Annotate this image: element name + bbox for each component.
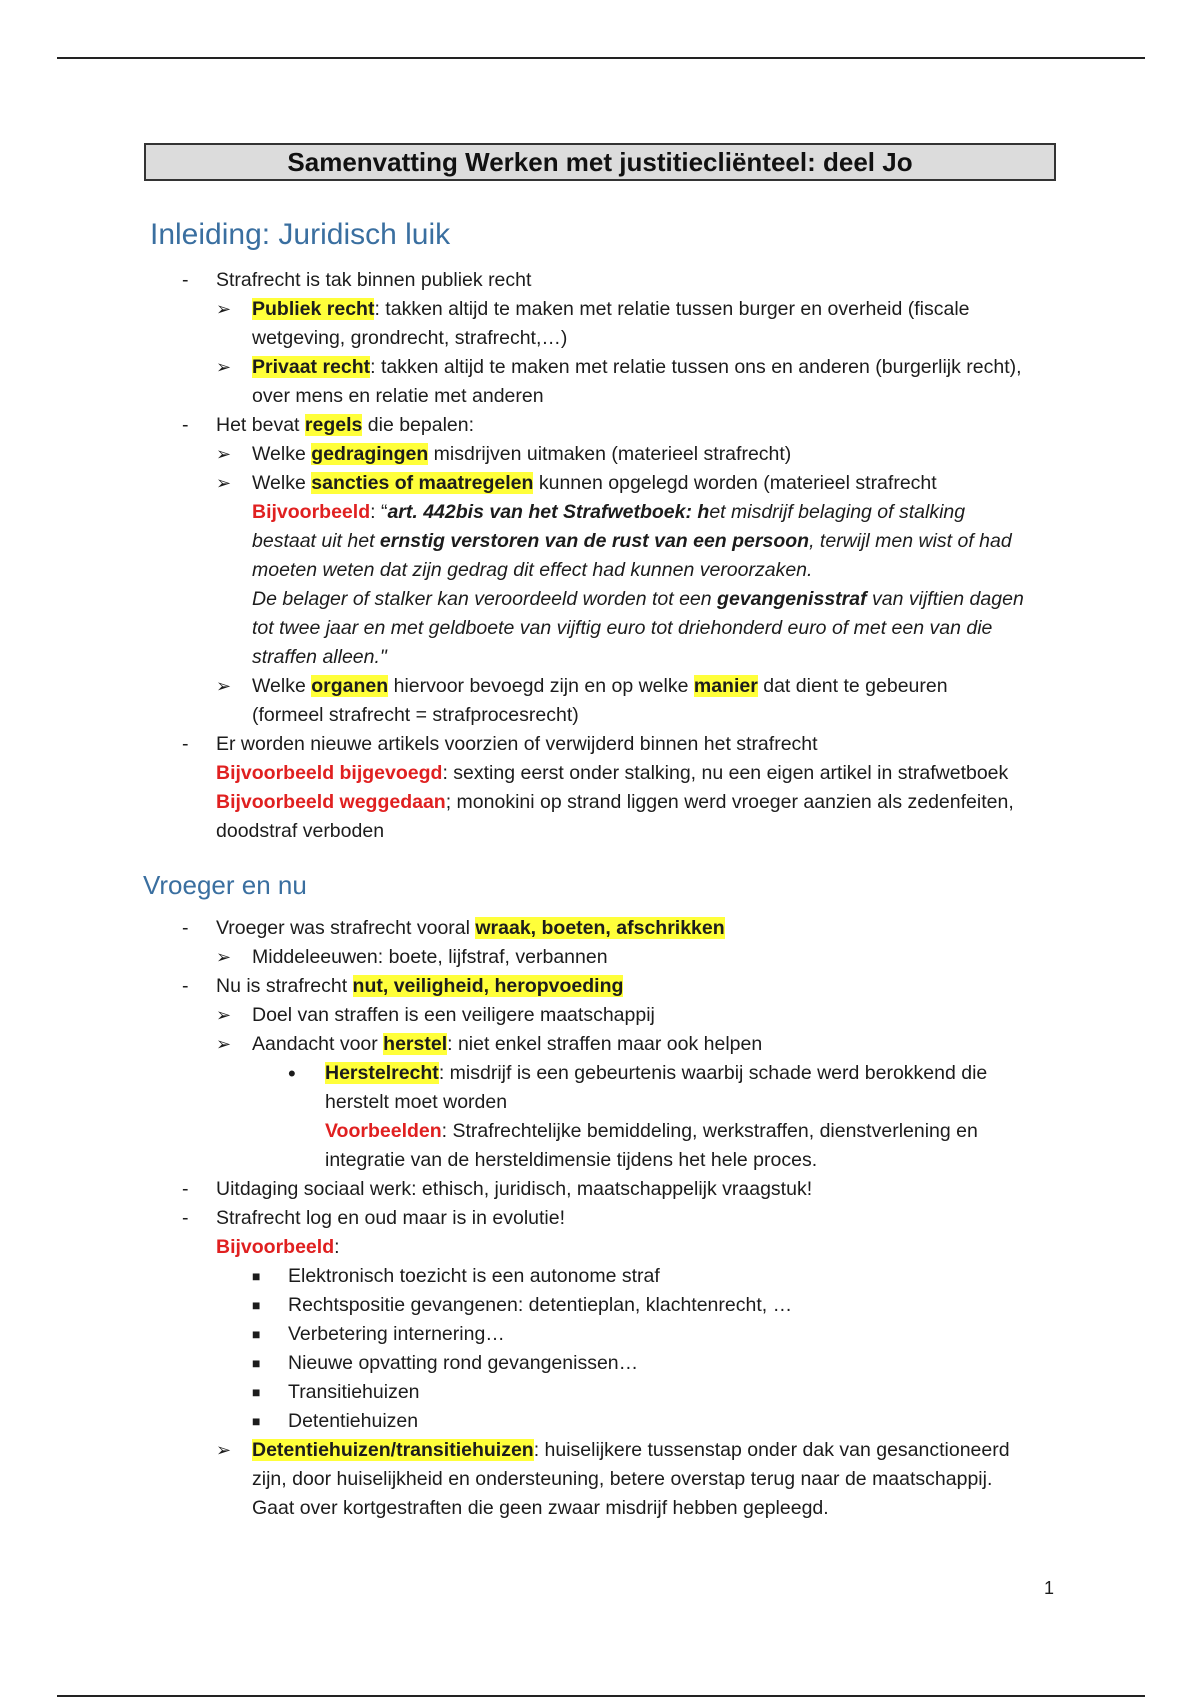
square-bullet-icon: ■: [252, 1326, 261, 1342]
section-inleiding: [0, 266, 1200, 846]
list-item: - Uitdaging sociaal werk: ethisch, juridisch, maatschappelijk vraagstuk!: [0, 1175, 1200, 1204]
arrow-bullet-icon: ➢: [216, 1005, 232, 1025]
example-line: bestaat uit het ernstig verstoren van de rust van een persoon, terwijl men wist of had: [252, 530, 1012, 552]
list-item: - Vroeger was strafrecht vooral wraak, boeten, afschrikken: [0, 914, 1200, 943]
dot-bullet-icon: •: [288, 1061, 296, 1086]
list-item-cont: Gaat over kortgestraften die geen zwaar misdrijf hebben gepleegd.: [252, 1497, 829, 1519]
arrow-bullet-icon: ➢: [216, 444, 232, 464]
section-vroeger-en-nu: [0, 914, 1200, 1523]
list-item: - Strafrecht is tak binnen publiek recht: [0, 266, 1200, 295]
example-line: tot twee jaar en met geldboete van vijftig euro tot driehonderd euro of met een van die: [252, 617, 993, 639]
dash-bullet-icon: -: [182, 733, 189, 755]
square-bullet-icon: ■: [252, 1384, 261, 1400]
example-line: Bijvoorbeeld: “art. 442bis van het Strafwetboek: het misdrijf belaging of stalking: [252, 501, 966, 523]
dash-bullet-icon: -: [182, 269, 189, 291]
dash-bullet-icon: -: [182, 414, 189, 436]
list-item-cont: zijn, door huiselijkheid en ondersteuning, betere overstap terug naar de maatschappij.: [252, 1468, 993, 1490]
dash-bullet-icon: -: [182, 975, 189, 997]
square-bullet-icon: ■: [252, 1413, 261, 1429]
example-line: moeten weten dat zijn gedrag dit effect had kunnen veroorzaken.: [252, 559, 813, 581]
square-bullet-icon: ■: [252, 1268, 261, 1284]
arrow-bullet-icon: ➢: [216, 357, 232, 377]
square-bullet-icon: ■: [252, 1355, 261, 1371]
arrow-bullet-icon: ➢: [216, 473, 232, 493]
arrow-bullet-icon: ➢: [216, 299, 232, 319]
list-item: ➢ Middeleeuwen: boete, lijfstraf, verbannen: [0, 943, 1200, 972]
list-item-cont: over mens en relatie met anderen: [252, 385, 544, 407]
list-item: ■ Elektronisch toezicht is een autonome straf: [0, 1262, 1200, 1291]
list-item: ➢ Welke organen hiervoor bevoegd zijn en op welke manier dat dient te gebeuren: [0, 672, 1200, 701]
heading-vroeger-en-nu: Vroeger en nu: [143, 870, 307, 900]
list-item: ➢ Detentiehuizen/transitiehuizen: huiselijkere tussenstap onder dak van gesanctioneerd: [0, 1436, 1200, 1465]
list-item: ➢ Privaat recht: takken altijd te maken met relatie tussen ons en anderen (burgerlijk recht),: [0, 353, 1200, 382]
header-rule: [57, 57, 1145, 59]
list-item: - Strafrecht log en oud maar is in evolutie!: [0, 1204, 1200, 1233]
example-line: De belager of stalker kan veroordeeld worden tot een gevangenisstraf van vijftien dagen: [252, 588, 1024, 610]
page-number: 1: [1044, 1578, 1055, 1598]
list-item: ➢ Welke gedragingen misdrijven uitmaken (materieel strafrecht): [0, 440, 1200, 469]
example-line: Bijvoorbeeld bijgevoegd: sexting eerst onder stalking, nu een eigen artikel in strafwetboek: [216, 762, 1009, 784]
list-item: - Nu is strafrecht nut, veiligheid, heropvoeding: [0, 972, 1200, 1001]
dash-bullet-icon: -: [182, 1178, 189, 1200]
arrow-bullet-icon: ➢: [216, 1034, 232, 1054]
list-item: • Herstelrecht: misdrijf is een gebeurtenis waarbij schade werd berokkend die: [288, 1061, 988, 1086]
list-item: ■ Verbetering internering…: [0, 1320, 1200, 1349]
arrow-bullet-icon: ➢: [216, 1440, 232, 1460]
list-item: ➢ Publiek recht: takken altijd te maken met relatie tussen burger en overheid (fiscale: [0, 295, 1200, 324]
list-item-cont: wetgeving, grondrecht, strafrecht,…): [252, 327, 568, 349]
list-item-cont: doodstraf verboden: [216, 820, 385, 842]
dash-bullet-icon: -: [182, 917, 189, 939]
list-item: - Er worden nieuwe artikels voorzien of verwijderd binnen het strafrecht: [0, 730, 1200, 759]
dash-bullet-icon: -: [182, 1207, 189, 1229]
list-item-cont: (formeel strafrecht = strafprocesrecht): [252, 704, 579, 726]
list-item: ■ Rechtspositie gevangenen: detentieplan, klachtenrecht, …: [0, 1291, 1200, 1320]
list-item-cont: integratie van de hersteldimensie tijdens het hele proces.: [325, 1149, 818, 1171]
example-line: Bijvoorbeeld weggedaan; monokini op strand liggen werd vroeger aanzien als zedenfeiten,: [216, 791, 1014, 813]
list-item: ■ Detentiehuizen: [0, 1407, 1200, 1436]
footer-rule: [57, 1695, 1145, 1697]
arrow-bullet-icon: ➢: [216, 676, 232, 696]
example-line: Voorbeelden: Strafrechtelijke bemiddeling, werkstraffen, dienstverlening en: [325, 1120, 978, 1142]
document-title: Samenvatting Werken met justitiecliënteel: deel Jo: [144, 143, 1056, 181]
arrow-bullet-icon: ➢: [216, 947, 232, 967]
list-item: ➢ Doel van straffen is een veiligere maatschappij: [0, 1001, 1200, 1030]
example-line: Bijvoorbeeld:: [216, 1236, 340, 1258]
list-item-cont: herstelt moet worden: [325, 1091, 508, 1113]
list-item: ➢ Welke sancties of maatregelen kunnen opgelegd worden (materieel strafrecht: [0, 469, 1200, 498]
list-item: - Het bevat regels die bepalen:: [0, 411, 1200, 440]
square-bullet-icon: ■: [252, 1297, 261, 1313]
list-item: ➢ Aandacht voor herstel: niet enkel straffen maar ook helpen: [0, 1030, 1200, 1059]
list-item: ■ Nieuwe opvatting rond gevangenissen…: [0, 1349, 1200, 1378]
list-item: ■ Transitiehuizen: [0, 1378, 1200, 1407]
example-line: straffen alleen.": [252, 646, 387, 668]
heading-inleiding: Inleiding: Juridisch luik: [150, 218, 451, 251]
